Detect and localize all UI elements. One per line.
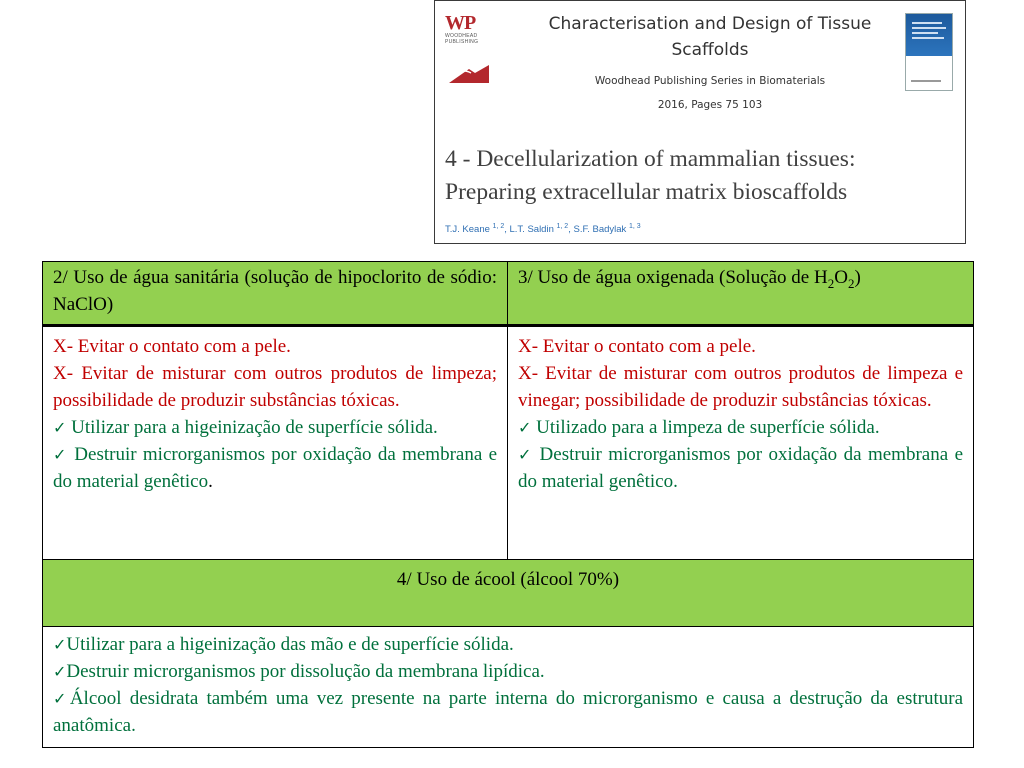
book-title-line2: Scaffolds	[671, 40, 749, 60]
benefit-line: ✓ Destruir microrganismos por oxidação da membrana e do material genêtico.	[53, 444, 498, 492]
check-icon: ✓	[53, 445, 68, 464]
book-cover-image	[905, 13, 953, 91]
benefit-line: ✓Destruir microrganismos por dissolução da membrana lipídica.	[53, 661, 545, 682]
benefit-line: ✓ Utilizar para a higeinização de superfície sólida.	[53, 417, 438, 438]
author-link[interactable]: S.F. Badylak $^{1, 3}$	[573, 223, 641, 236]
author-link[interactable]: L.T. Saldin $^{1, 2}$	[509, 223, 569, 236]
bleach-guidelines	[43, 326, 508, 560]
check-icon: ✓	[53, 635, 67, 654]
warning-line: X- Evitar o contato com a pele.	[518, 336, 756, 357]
book-title-line1: Characterisation and Design of Tissue	[548, 14, 872, 34]
publisher-logo	[445, 13, 493, 83]
publisher-name-line2: PUBLISHING	[445, 39, 479, 45]
table-header-row	[43, 262, 974, 326]
check-icon: ✓	[518, 445, 534, 464]
header-h2o2-text: 3/ Uso de água oxigenada (Solução de $H_2O_2$)	[518, 267, 861, 291]
benefit-line: ✓ Utilizado para a limpeza de superfície sólida.	[518, 417, 880, 438]
alcohol-header-row	[43, 560, 974, 627]
benefit-line: ✓ Destruir microrganismos por oxidação da membrana e do material genêtico.	[518, 444, 964, 492]
publisher-name-line1: WOODHEAD	[445, 33, 478, 39]
h2o2-guidelines	[508, 326, 974, 560]
header-bleach	[43, 262, 508, 326]
warning-line: X- Evitar de misturar com outros produtos de limpeza e vinegar; possibilidade de produzir substâncias tóxicas.	[518, 363, 963, 411]
disinfectant-table	[42, 261, 974, 748]
header-alcohol: 4/ Uso de ácool (álcool 70%)	[43, 560, 974, 627]
header-bleach-text: 2/ Uso de água sanitária (solução de hipoclorito de sódio: NaClO)	[53, 267, 497, 315]
warning-line: X- Evitar de misturar com outros produtos de limpeza; possibilidade de produzir substâncias tóxicas.	[53, 363, 497, 411]
book-citation-panel	[434, 0, 966, 244]
alcohol-guidelines	[43, 627, 974, 748]
book-title[interactable]	[515, 11, 905, 63]
alcohol-body-row	[43, 627, 974, 748]
book-year-pages: 2016, Pages 75 103	[657, 99, 763, 111]
table-body-row	[43, 326, 974, 560]
warning-line: X- Evitar o contato com a pele.	[53, 336, 291, 357]
book-series[interactable]: Woodhead Publishing Series in Biomaterials	[594, 75, 826, 87]
check-icon: ✓	[53, 662, 67, 681]
chapter-title	[445, 143, 955, 209]
benefit-line: ✓Utilizar para a higeinização das mão e de superfície sólida.	[53, 634, 514, 655]
check-icon: ✓	[53, 689, 70, 708]
author-list: T.J. Keane $^{1, 2}$, L.T. Saldin $^{1, 2}$, S.F. Badylak $^{1, 3}$	[445, 223, 641, 236]
benefit-line: ✓Álcool desidrata também uma vez presente na parte interna do microrganismo e causa a destrução da estrutura anatômica.	[53, 688, 963, 736]
check-icon: ✓	[53, 418, 67, 437]
chapter-title-line1: 4 - Decellularization of mammalian tissues:	[445, 146, 856, 172]
check-icon: ✓	[518, 418, 532, 437]
publisher-logo-letters: WP	[445, 12, 476, 34]
header-hydrogen-peroxide	[508, 262, 974, 326]
chapter-title-line2: Preparing extracellular matrix bioscaffolds	[445, 179, 848, 205]
publisher-emblem-icon	[445, 57, 491, 87]
author-link[interactable]: T.J. Keane $^{1, 2}$	[445, 223, 505, 236]
